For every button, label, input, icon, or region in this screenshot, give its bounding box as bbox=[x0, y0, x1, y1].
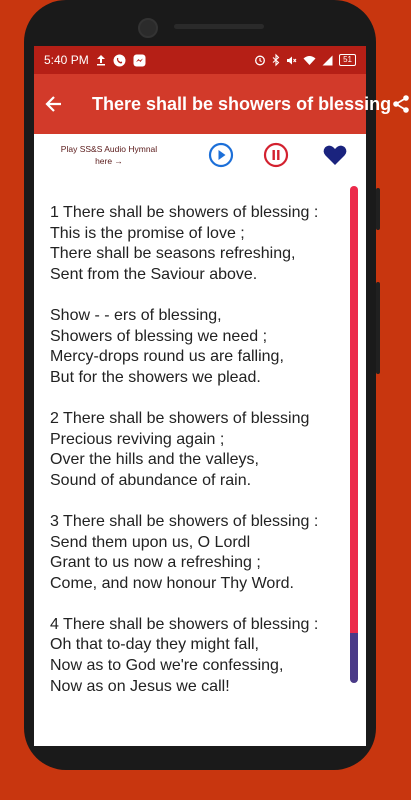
stanza bbox=[50, 512, 366, 594]
audio-hymnal-link-line2: here → bbox=[95, 156, 123, 166]
share-button[interactable] bbox=[391, 88, 411, 120]
lyric-line: Now as to God we're confessing, bbox=[50, 657, 284, 675]
alarm-icon bbox=[254, 54, 266, 66]
stanza bbox=[50, 409, 366, 491]
viber-icon bbox=[113, 54, 126, 67]
pause-button[interactable] bbox=[263, 142, 289, 168]
phone-side-button-upper bbox=[376, 188, 380, 230]
lyric-line: Sent from the Saviour above. bbox=[50, 265, 258, 283]
status-bar bbox=[34, 46, 366, 74]
earpiece-speaker bbox=[174, 24, 264, 29]
audio-player-bar bbox=[34, 134, 366, 177]
audio-hymnal-link[interactable] bbox=[34, 143, 184, 167]
wifi-icon bbox=[303, 55, 316, 66]
lyric-line: But for the showers we plead. bbox=[50, 368, 261, 386]
bluetooth-icon bbox=[272, 54, 280, 66]
lyric-line: Show - - ers of blessing, bbox=[50, 306, 222, 324]
lyric-line: This is the promise of love ; bbox=[50, 224, 245, 242]
lyric-line: 3 There shall be showers of blessing : bbox=[50, 512, 319, 530]
lyric-line: 2 There shall be showers of blessing bbox=[50, 409, 310, 427]
front-camera bbox=[138, 18, 158, 38]
play-circle-icon bbox=[208, 142, 234, 168]
favorite-button[interactable] bbox=[322, 142, 348, 168]
lyric-line: Over the hills and the valleys, bbox=[50, 451, 259, 469]
scrollbar-remaining bbox=[350, 633, 358, 683]
lyric-line: Grant to us now a refreshing ; bbox=[50, 554, 261, 572]
phone-side-button-lower bbox=[376, 282, 380, 374]
lyric-line: 1 There shall be showers of blessing : bbox=[50, 204, 319, 221]
lyric-line: Mercy-drops round us are falling, bbox=[50, 348, 284, 366]
lyric-line: There shall be seasons refreshing, bbox=[50, 245, 296, 263]
page-title: There shall be showers of blessing bbox=[92, 93, 392, 114]
lyric-line: Now as on Jesus we call! bbox=[50, 677, 230, 695]
messenger-icon bbox=[133, 54, 146, 67]
lyric-line: Sound of abundance of rain. bbox=[50, 471, 252, 489]
share-icon bbox=[391, 94, 411, 114]
status-time: 5:40 PM bbox=[44, 53, 89, 67]
app-bar bbox=[34, 74, 392, 134]
heart-icon bbox=[322, 143, 348, 167]
pause-circle-icon bbox=[263, 142, 289, 168]
volume-mute-icon bbox=[286, 55, 297, 66]
lyric-line: 4 There shall be showers of blessing : bbox=[50, 615, 319, 633]
play-button[interactable] bbox=[208, 142, 234, 168]
lyric-line: Showers of blessing we need ; bbox=[50, 327, 268, 345]
hymn-content[interactable] bbox=[34, 176, 366, 746]
back-button[interactable] bbox=[44, 88, 64, 120]
lyric-line: Precious reviving again ; bbox=[50, 430, 225, 448]
signal-icon bbox=[322, 55, 333, 66]
audio-hymnal-link-line1: Play SS&S Audio Hymnal bbox=[60, 144, 158, 154]
stanza bbox=[50, 306, 366, 388]
app-screen bbox=[34, 46, 392, 746]
lyric-line: Come, and now honour Thy Word. bbox=[50, 574, 294, 592]
hymn-lyrics bbox=[34, 176, 366, 697]
arrow-left-icon bbox=[44, 94, 64, 114]
stanza bbox=[50, 615, 366, 697]
scrollbar-thumb[interactable] bbox=[350, 186, 358, 633]
upload-icon bbox=[96, 54, 106, 66]
scrollbar-track[interactable] bbox=[350, 186, 358, 683]
lyric-line: Send them upon us, O Lordl bbox=[50, 533, 251, 551]
lyric-line: Oh that to-day they might fall, bbox=[50, 636, 259, 654]
battery-icon: 51 bbox=[339, 54, 356, 66]
stanza bbox=[50, 203, 366, 285]
